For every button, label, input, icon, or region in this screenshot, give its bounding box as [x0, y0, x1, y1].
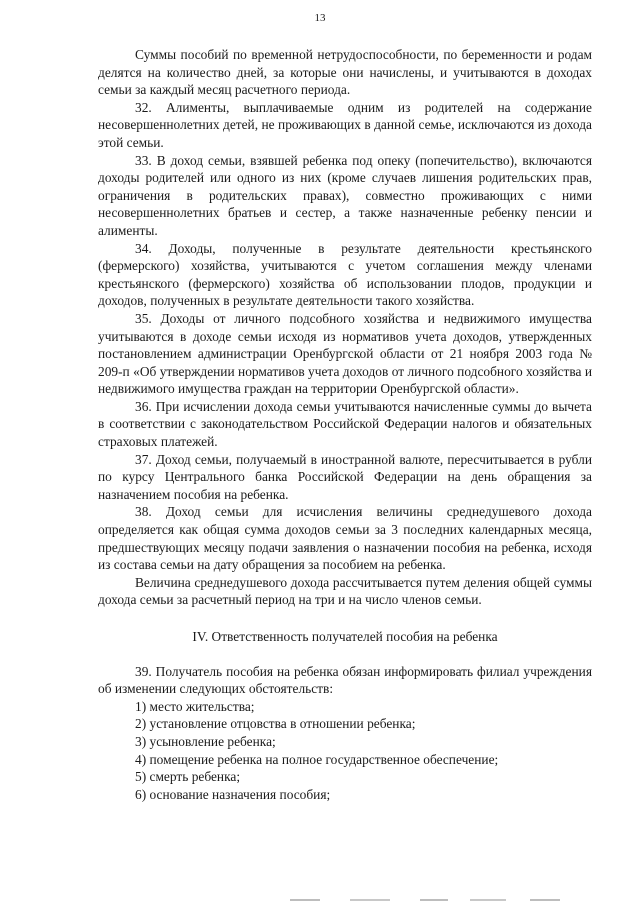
paragraph-37: 37. Доход семьи, получаемый в иностранной валюте, пересчитывается в рубли по курсу Центрального банка Российской Федерации на день обращения за назначением пособия на ребенка. [98, 451, 592, 502]
section-heading: IV. Ответственность получателей пособия на ребенка [192, 629, 498, 644]
paragraph-34: 34. Доходы, полученные в результате деятельности крестьянского (фермерского) хозяйства, учитываются с учетом соглашения между членами крестьянского (фермерского) хозяйства об использовании плодов, продукции и доходов, полученных в результате деятельности такого хозяйства. [98, 240, 592, 309]
paragraph-average-income: Величина среднедушевого дохода рассчитывается путем деления общей суммы дохода семьи за расчетный период на три и на число членов семьи. [98, 574, 592, 608]
paragraph-35: 35. Доходы от личного подсобного хозяйства и недвижимого имущества учитываются в доходе семьи исходя из нормативов учета доходов, утвержденных постановлением администрации Оренбургской области от 21 ноября 2003 года № 209-п «Об утверждении нормативов учета доходов от личного подсобного хозяйства и недвижимого имущества граждан на территории Оренбургской области». [98, 310, 592, 397]
document-body [98, 46, 592, 803]
paragraph-39: 39. Получатель пособия на ребенка обязан информировать филиал учреждения об изменении следующих обстоятельств: [98, 663, 592, 697]
paragraph-38: 38. Доход семьи для исчисления величины среднедушевого дохода определяется как общая сумма доходов семьи за 3 последних календарных месяца, предшествующих месяцу подачи заявления о назначении пособия на ребенка, исходя из состава семьи на дату обращения за пособием на ребенка. [98, 504, 592, 573]
paragraph-sick-leave-sums: Суммы пособий по временной нетрудоспособности, по беременности и родам делятся на количество дней, за которые они начислены, и учитываются в доходах семьи за каждый месяц расчетного периода. [98, 47, 592, 98]
list-item: 4) помещение ребенка на полное государственное обеспечение; [135, 751, 499, 767]
list-item: 5) смерть ребенка; [135, 769, 241, 785]
scan-artifacts [0, 895, 640, 905]
list-item: 6) основание назначения пособия; [135, 786, 331, 802]
paragraph-33: 33. В доход семьи, взявшей ребенка под опеку (попечительство), включаются доходы родителей или одного из них (кроме случаев лишения родительских прав, ограничения в родительских правах), совместно проживающих с ними несовершеннолетних братьев и сестер, а также назначенные ребенку пенсии и алименты. [98, 152, 592, 238]
list-item: 3) усыновление ребенка; [135, 733, 276, 749]
paragraph-32: 32. Алименты, выплачиваемые одним из родителей на содержание несовершеннолетних детей, не проживающих в данной семье, исключаются из дохода этой семьи. [98, 99, 592, 150]
page-number: 13 [314, 12, 326, 24]
list-item: 1) место жительства; [135, 698, 255, 714]
paragraph-36: 36. При исчислении дохода семьи учитываются начисленные суммы до вычета в соответствии с законодательством Российской Федерации налогов и обязательных страховых платежей. [98, 398, 592, 450]
list-item: 2) установление отцовства в отношении ребенка; [135, 716, 416, 732]
